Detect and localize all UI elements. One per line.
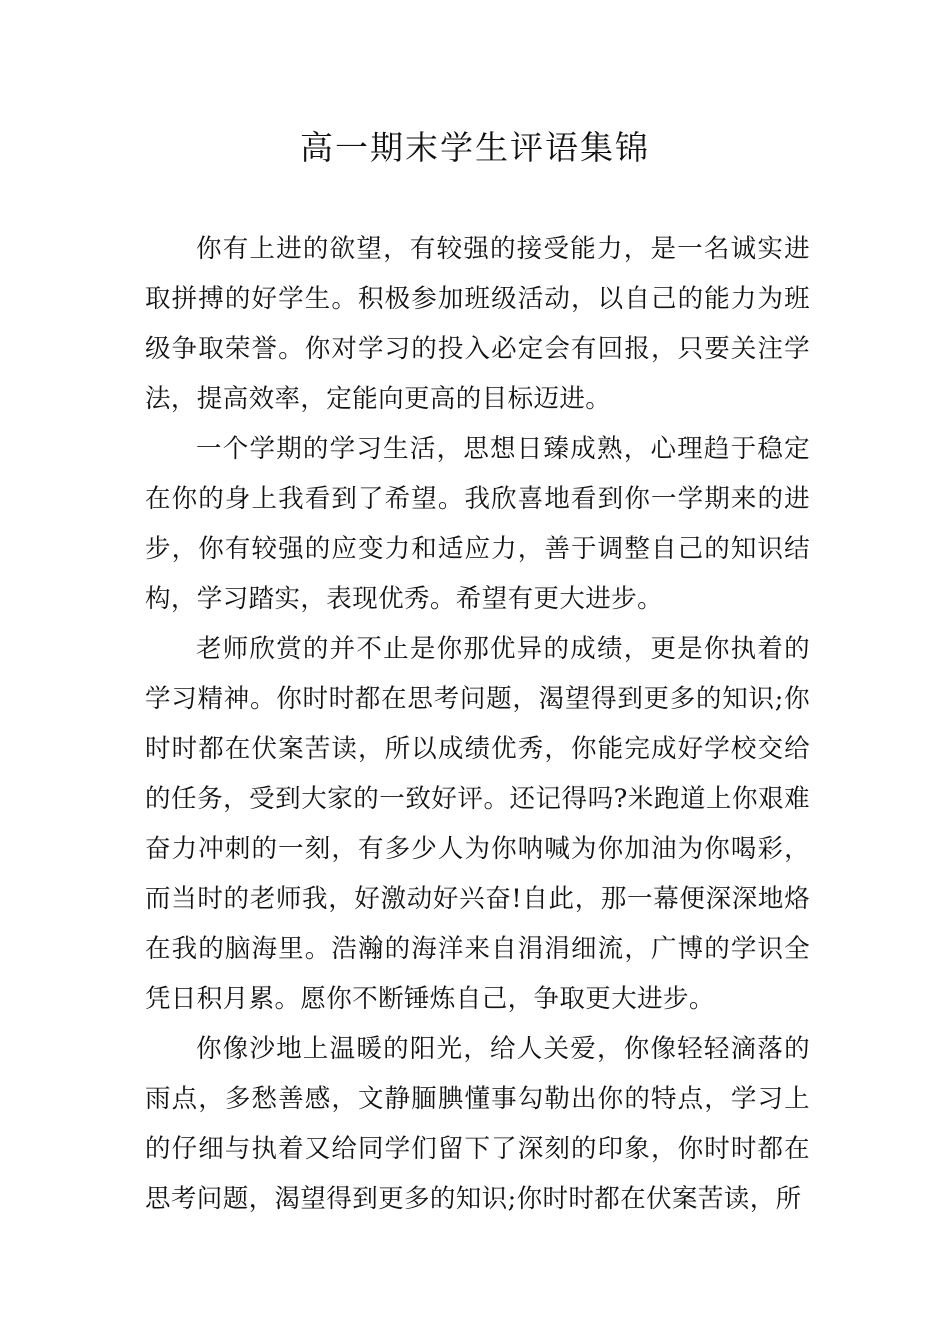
paragraph-3: 老师欣赏的并不止是你那优异的成绩，更是你执着的学习精神。你时时都在思考问题，渴望得到更多的知识;你时时都在伏案苦读，所以成绩优秀，你能完成好学校交给的任务，受到大家的一致好评。还记得吗?米跑道上你艰难奋力冲刺的一刻，有多少人为你呐喊为你加油为你喝彩，而当时的老师我，好激动好兴奋!自此，那一幕便深深地烙在我的脑海里。浩瀚的海洋来自涓涓细流，广博的学识全凭日积月累。愿你不断锤炼自己，争取更大进步。 (145, 634, 810, 1014)
paragraph-1: 你有上进的欲望，有较强的接受能力，是一名诚实进取拼搏的好学生。积极参加班级活动，以自己的能力为班级争取荣誉。你对学习的投入必定会有回报，只要关注学法，提高效率，定能向更高的目标迈进。 (145, 234, 810, 414)
paragraph-2: 一个学期的学习生活，思想日臻成熟，心理趋于稳定在你的身上我看到了希望。我欣喜地看到你一学期来的进步，你有较强的应变力和适应力，善于调整自己的知识结构，学习踏实，表现优秀。希望有更大进步。 (145, 434, 810, 614)
paragraph-4: 你像沙地上温暖的阳光，给人关爱，你像轻轻滴落的雨点，多愁善感，文静腼腆懂事勾勒出你的特点，学习上的仔细与执着又给同学们留下了深刻的印象，你时时都在思考问题，渴望得到更多的知识;你时时都在伏案苦读，所 (145, 1034, 810, 1214)
document-body (145, 224, 810, 1224)
document-title: 高一期末学生评语集锦 (300, 128, 650, 167)
